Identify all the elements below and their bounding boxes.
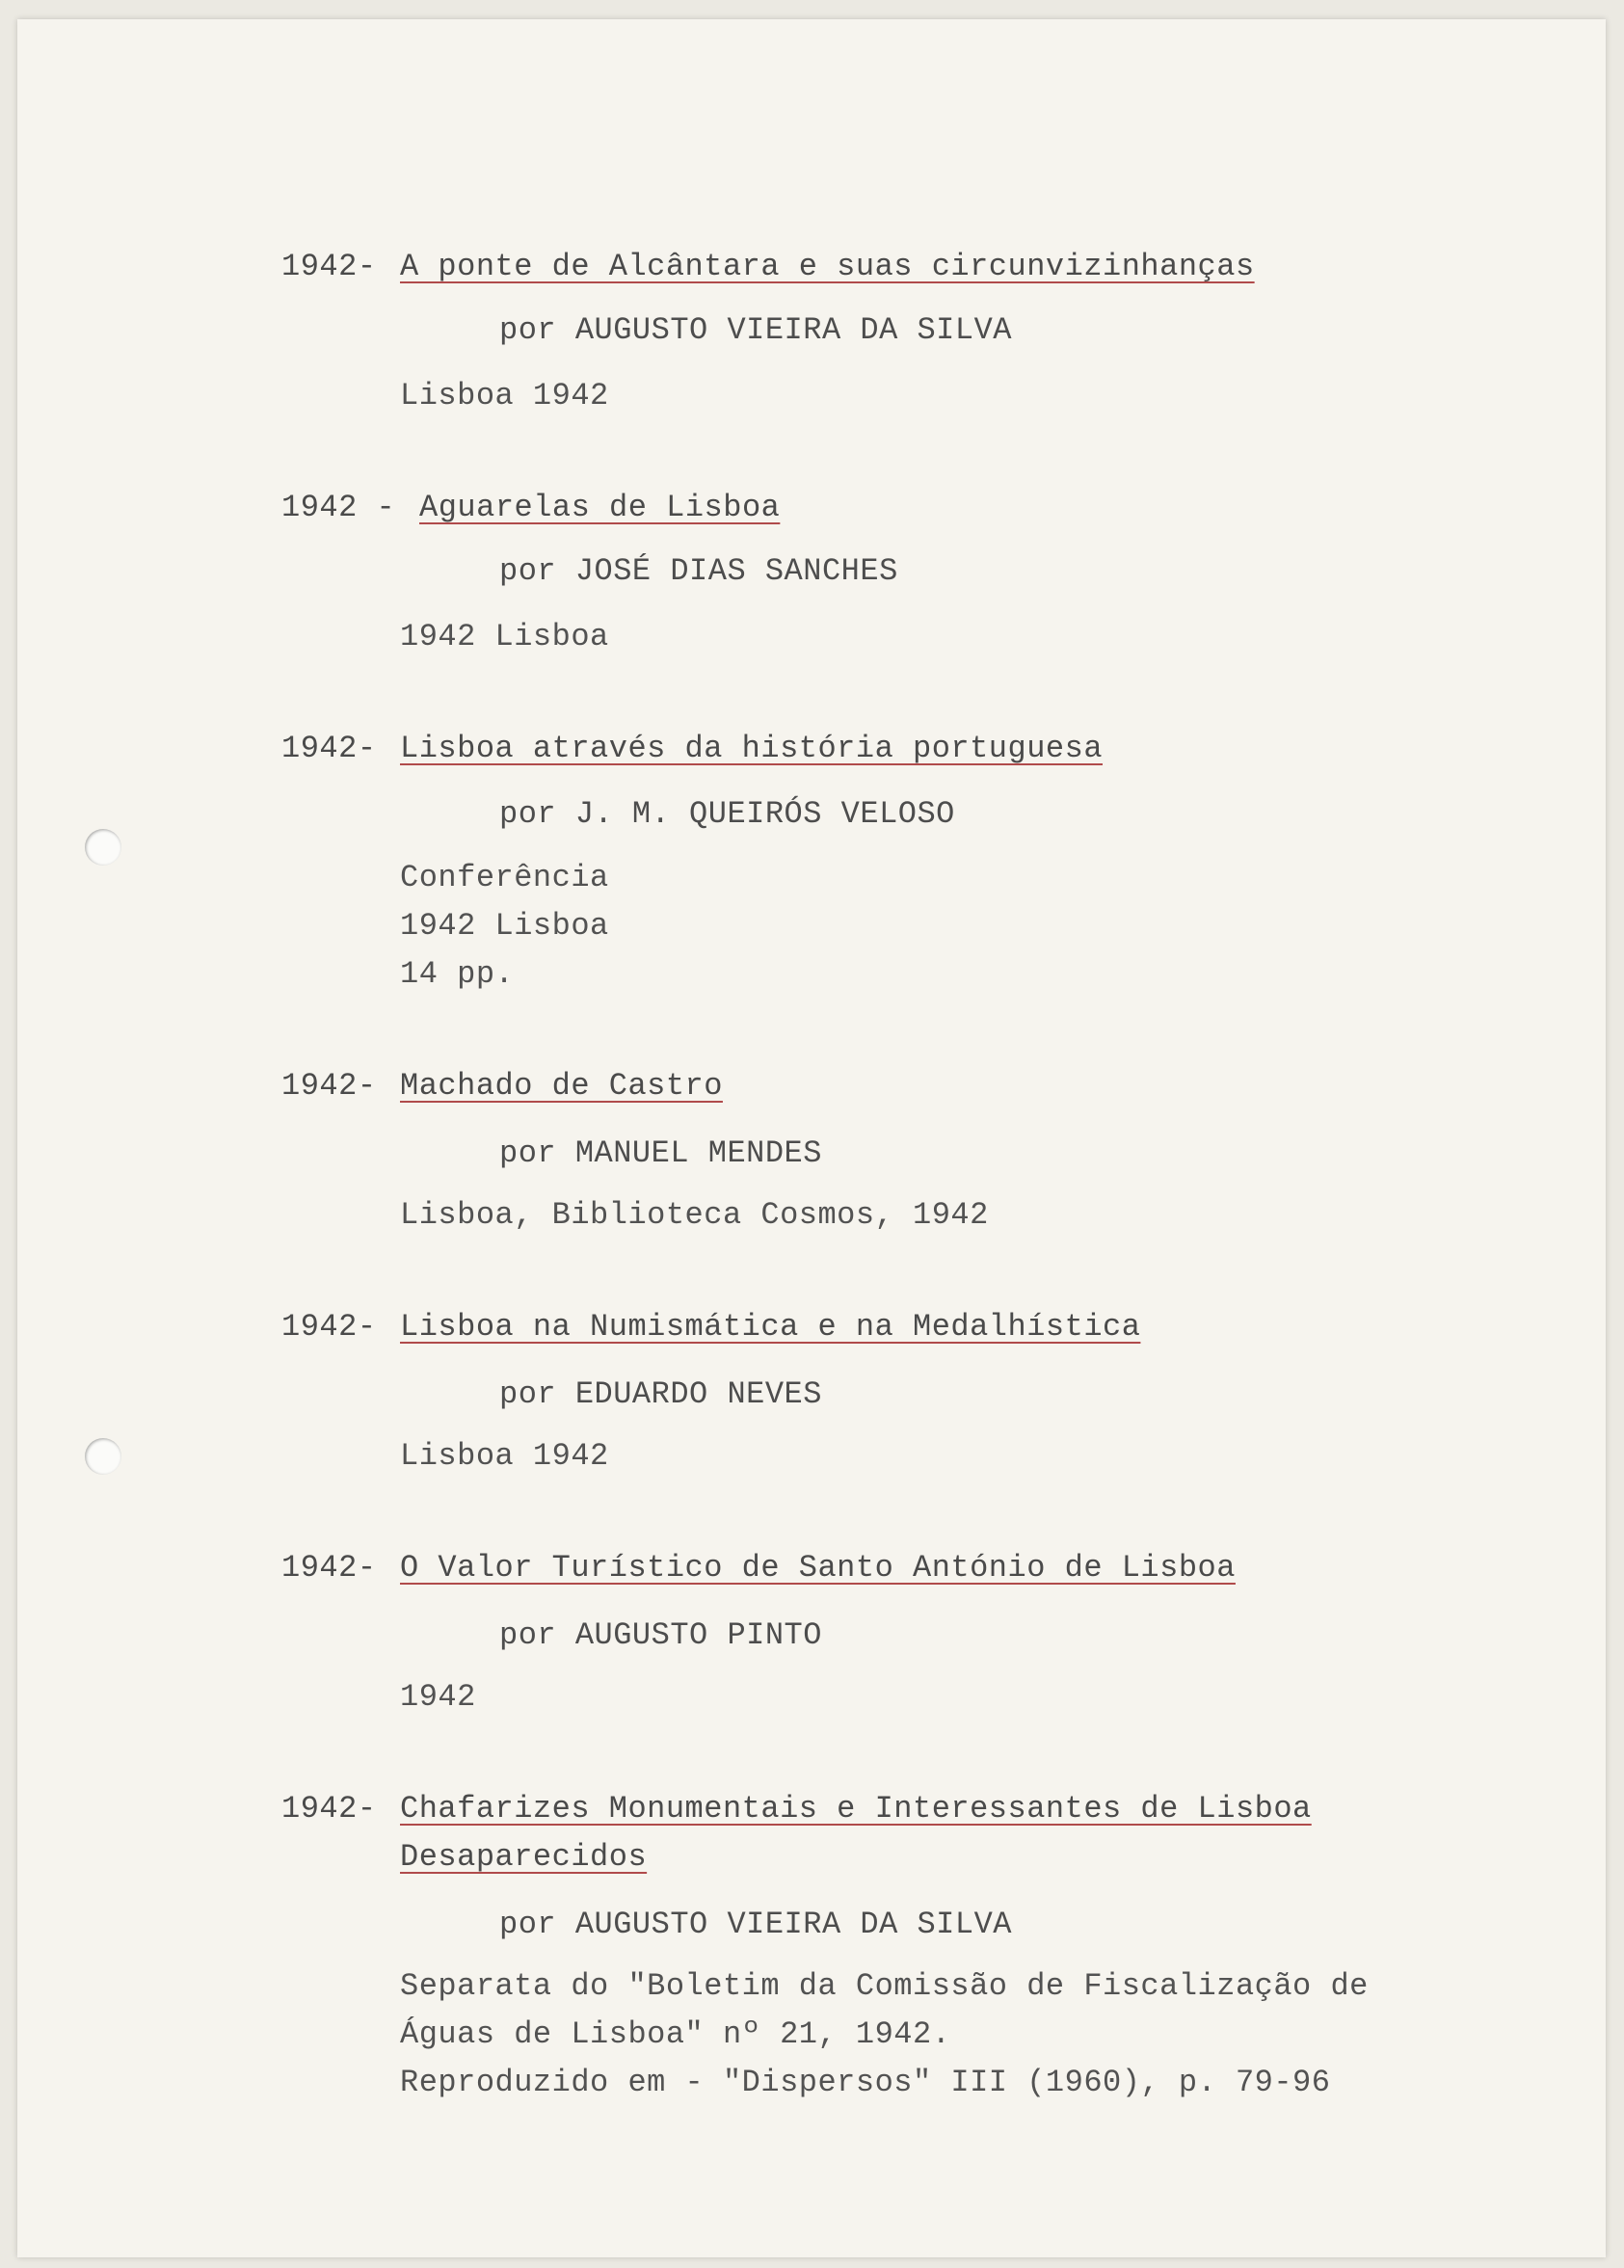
punch-hole-upper: [85, 829, 121, 866]
punch-hole-lower: [85, 1438, 121, 1475]
entry-date: 1942-: [281, 1309, 377, 1345]
entry-note: Conferência: [400, 860, 609, 895]
entry-title: Lisboa através da história portuguesa: [400, 731, 1104, 766]
entry-note: 14 pp.: [400, 956, 515, 992]
entry-title: O Valor Turístico de Santo António de Lisboa: [400, 1550, 1236, 1586]
entry-author: por EDUARDO NEVES: [499, 1376, 822, 1412]
entry-author: por AUGUSTO VIEIRA DA SILVA: [499, 312, 1012, 348]
entry-note: Lisboa 1942: [400, 1438, 609, 1474]
entry-note: Reproduzido em - "Dispersos" III (1960), p. 79-96: [400, 2065, 1331, 2100]
entry-date: 1942-: [281, 1791, 377, 1827]
entry-title: A ponte de Alcântara e suas circunvizinhanças: [400, 249, 1255, 284]
entry-note: Lisboa, Biblioteca Cosmos, 1942: [400, 1197, 989, 1233]
entry-note: 1942: [400, 1679, 476, 1715]
entry-date: 1942-: [281, 1550, 377, 1586]
entry-title-continued: Desaparecidos: [400, 1839, 648, 1875]
entry-title: Machado de Castro: [400, 1068, 723, 1104]
entry-author: por JOSÉ DIAS SANCHES: [499, 553, 898, 589]
entry-author: por J. M. QUEIRÓS VELOSO: [499, 796, 955, 832]
entry-note: Separata do "Boletim da Comissão de Fiscalização de: [400, 1968, 1369, 2004]
entry-date: 1942-: [281, 249, 377, 284]
entry-note: Lisboa 1942: [400, 378, 609, 414]
entry-title: Chafarizes Monumentais e Interessantes de Lisboa: [400, 1791, 1312, 1827]
entry-title: Aguarelas de Lisboa: [419, 490, 781, 525]
entry-date: 1942-: [281, 1068, 377, 1104]
entry-note: Águas de Lisboa" nº 21, 1942.: [400, 2016, 951, 2052]
entry-date: 1942 -: [281, 490, 396, 525]
entry-note: 1942 Lisboa: [400, 908, 609, 944]
entry-note: 1942 Lisboa: [400, 619, 609, 654]
entry-author: por MANUEL MENDES: [499, 1135, 822, 1171]
entry-author: por AUGUSTO VIEIRA DA SILVA: [499, 1907, 1012, 1942]
entry-title: Lisboa na Numismática e na Medalhística: [400, 1309, 1141, 1345]
entry-author: por AUGUSTO PINTO: [499, 1617, 822, 1653]
entry-date: 1942-: [281, 731, 377, 766]
